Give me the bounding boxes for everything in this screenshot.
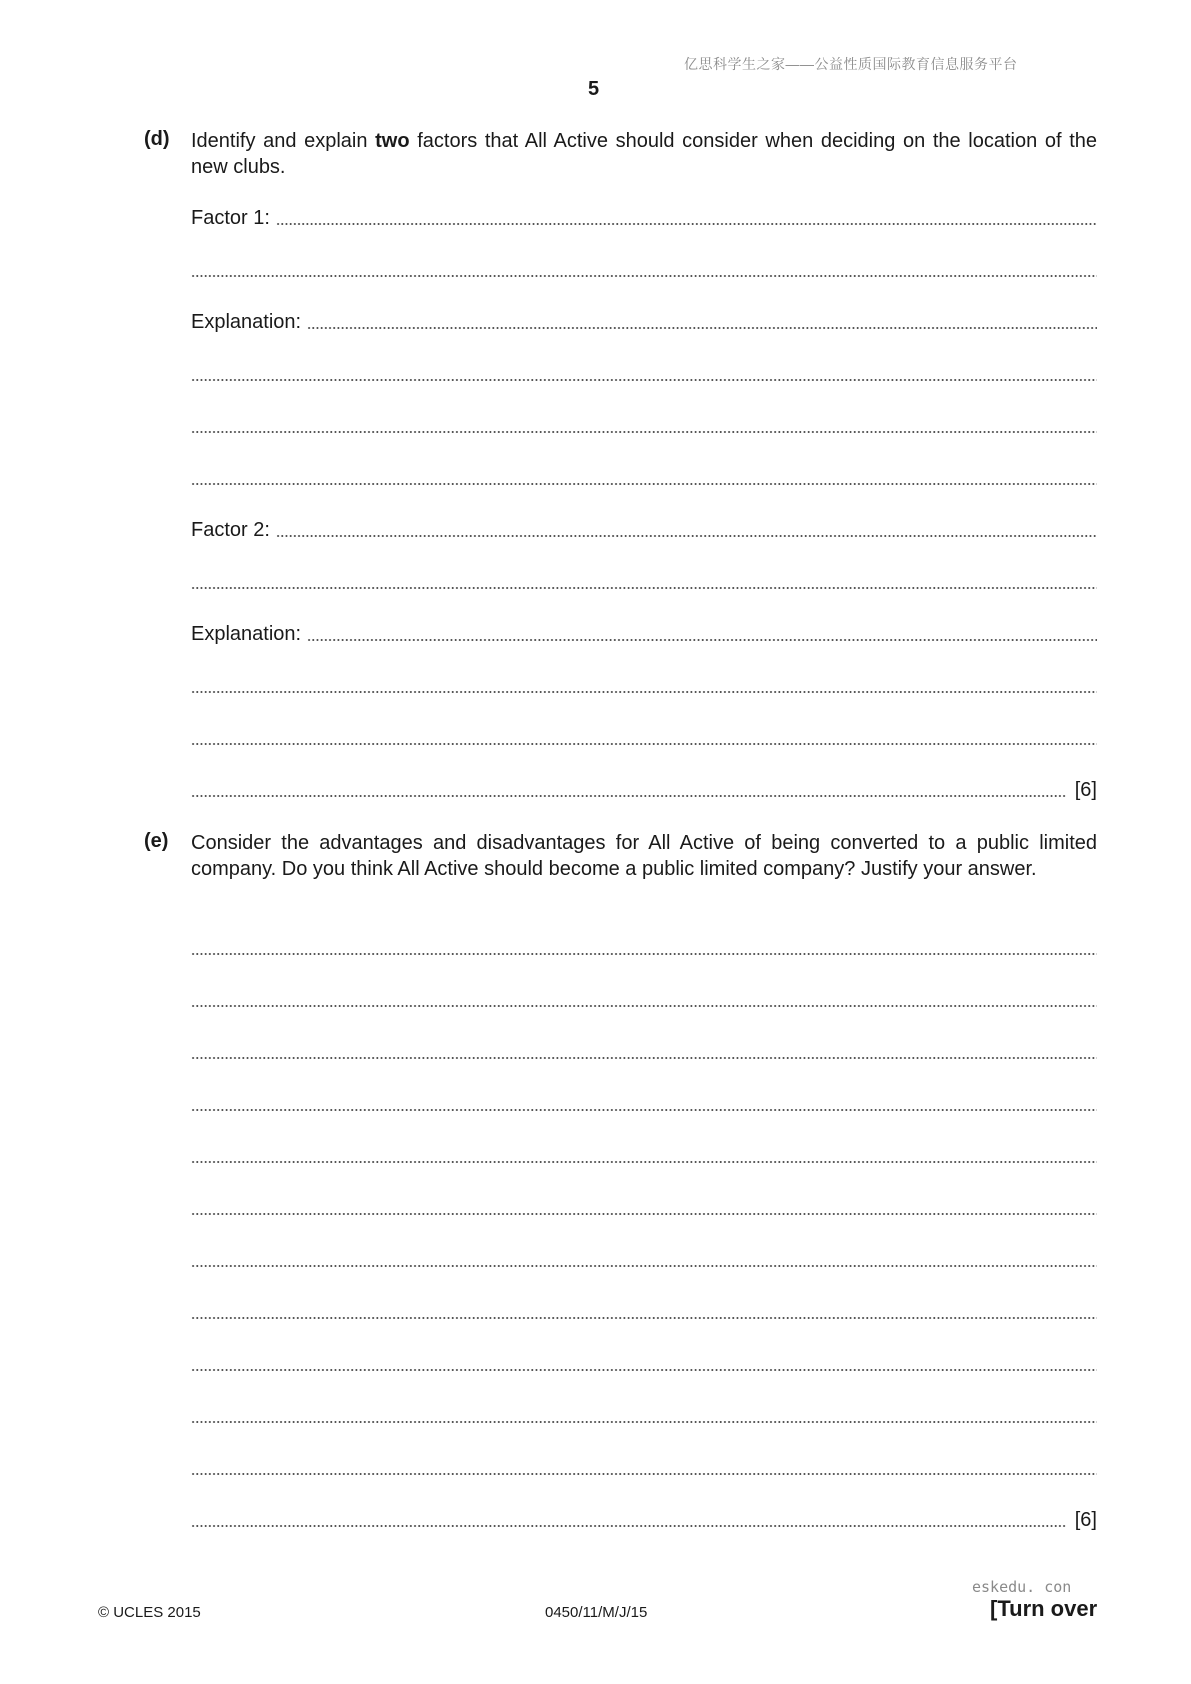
answer-line[interactable] [191, 674, 1097, 698]
dotted-line [191, 1109, 1097, 1111]
explanation1-label: Explanation: [191, 311, 302, 333]
dotted-line [191, 275, 1097, 277]
dotted-line [191, 1213, 1097, 1215]
dotted-line [307, 639, 1097, 641]
answer-line-factor2[interactable] [191, 518, 1097, 542]
dotted-line [191, 953, 1097, 955]
dotted-line [191, 1317, 1097, 1319]
dotted-line [276, 535, 1097, 537]
footer-watermark: eskedu. con [972, 1578, 1072, 1596]
dotted-line [191, 1265, 1097, 1267]
dotted-line [191, 587, 1097, 589]
dotted-line [276, 223, 1097, 225]
answer-line[interactable] [191, 1040, 1097, 1064]
factor2-label: Factor 2: [191, 519, 270, 541]
answer-line[interactable] [191, 1352, 1097, 1376]
turn-over-label: [Turn over [990, 1596, 1098, 1621]
answer-line[interactable] [191, 726, 1097, 750]
answer-line[interactable] [191, 1300, 1097, 1324]
answer-line-final-d[interactable] [191, 778, 1097, 802]
question-d-text-before: Identify and explain [191, 130, 376, 152]
dotted-line [191, 743, 1097, 745]
question-e-label: (e) [144, 830, 169, 852]
dotted-line [191, 1057, 1097, 1059]
answer-line[interactable] [191, 1248, 1097, 1272]
dotted-line [191, 379, 1097, 381]
answer-line[interactable] [191, 466, 1097, 490]
answer-line[interactable] [191, 1144, 1097, 1168]
answer-line[interactable] [191, 1092, 1097, 1116]
question-d-label: (d) [144, 128, 170, 150]
dotted-line [191, 691, 1097, 693]
dotted-line [191, 1005, 1097, 1007]
dotted-line [191, 795, 1067, 797]
dotted-line [191, 1525, 1067, 1527]
dotted-line [191, 1369, 1097, 1371]
answer-line[interactable] [191, 362, 1097, 386]
answer-line[interactable] [191, 1196, 1097, 1220]
factor1-label: Factor 1: [191, 207, 270, 229]
answer-line-final-e[interactable] [191, 1508, 1097, 1532]
answer-line-explanation2[interactable] [191, 622, 1097, 646]
answer-line[interactable] [191, 1404, 1097, 1428]
dotted-line [191, 431, 1097, 433]
answer-line[interactable] [191, 988, 1097, 1012]
page-number: 5 [588, 78, 600, 100]
explanation2-label: Explanation: [191, 623, 302, 645]
dotted-line [191, 1421, 1097, 1423]
answer-line[interactable] [191, 936, 1097, 960]
dotted-line [191, 1473, 1097, 1475]
question-e-text: Consider the advantages and disadvantages for All Active of being converted to a public limited company. Do you think All Active should become a public limited company? Justify your answer. [191, 832, 1097, 880]
header-watermark: 亿思科学生之家——公益性质国际教育信息服务平台 [684, 56, 1018, 72]
dotted-line [191, 1161, 1097, 1163]
question-d-text [191, 128, 1097, 180]
dotted-line [307, 327, 1097, 329]
answer-line[interactable] [191, 570, 1097, 594]
answer-line[interactable] [191, 414, 1097, 438]
question-d-text-after: factors that All Active should consider when deciding on the location of the new clubs. [191, 130, 1097, 178]
question-d-text-bold: two [375, 130, 410, 152]
answer-line-explanation1[interactable] [191, 310, 1097, 334]
answer-line-factor1[interactable] [191, 206, 1097, 230]
question-d-marks: [6] [1074, 779, 1097, 801]
dotted-line [191, 483, 1097, 485]
answer-line[interactable] [191, 1456, 1097, 1480]
answer-line[interactable] [191, 258, 1097, 282]
copyright: © UCLES 2015 [98, 1604, 201, 1621]
paper-code: 0450/11/M/J/15 [545, 1604, 648, 1621]
question-e-marks: [6] [1074, 1509, 1097, 1531]
